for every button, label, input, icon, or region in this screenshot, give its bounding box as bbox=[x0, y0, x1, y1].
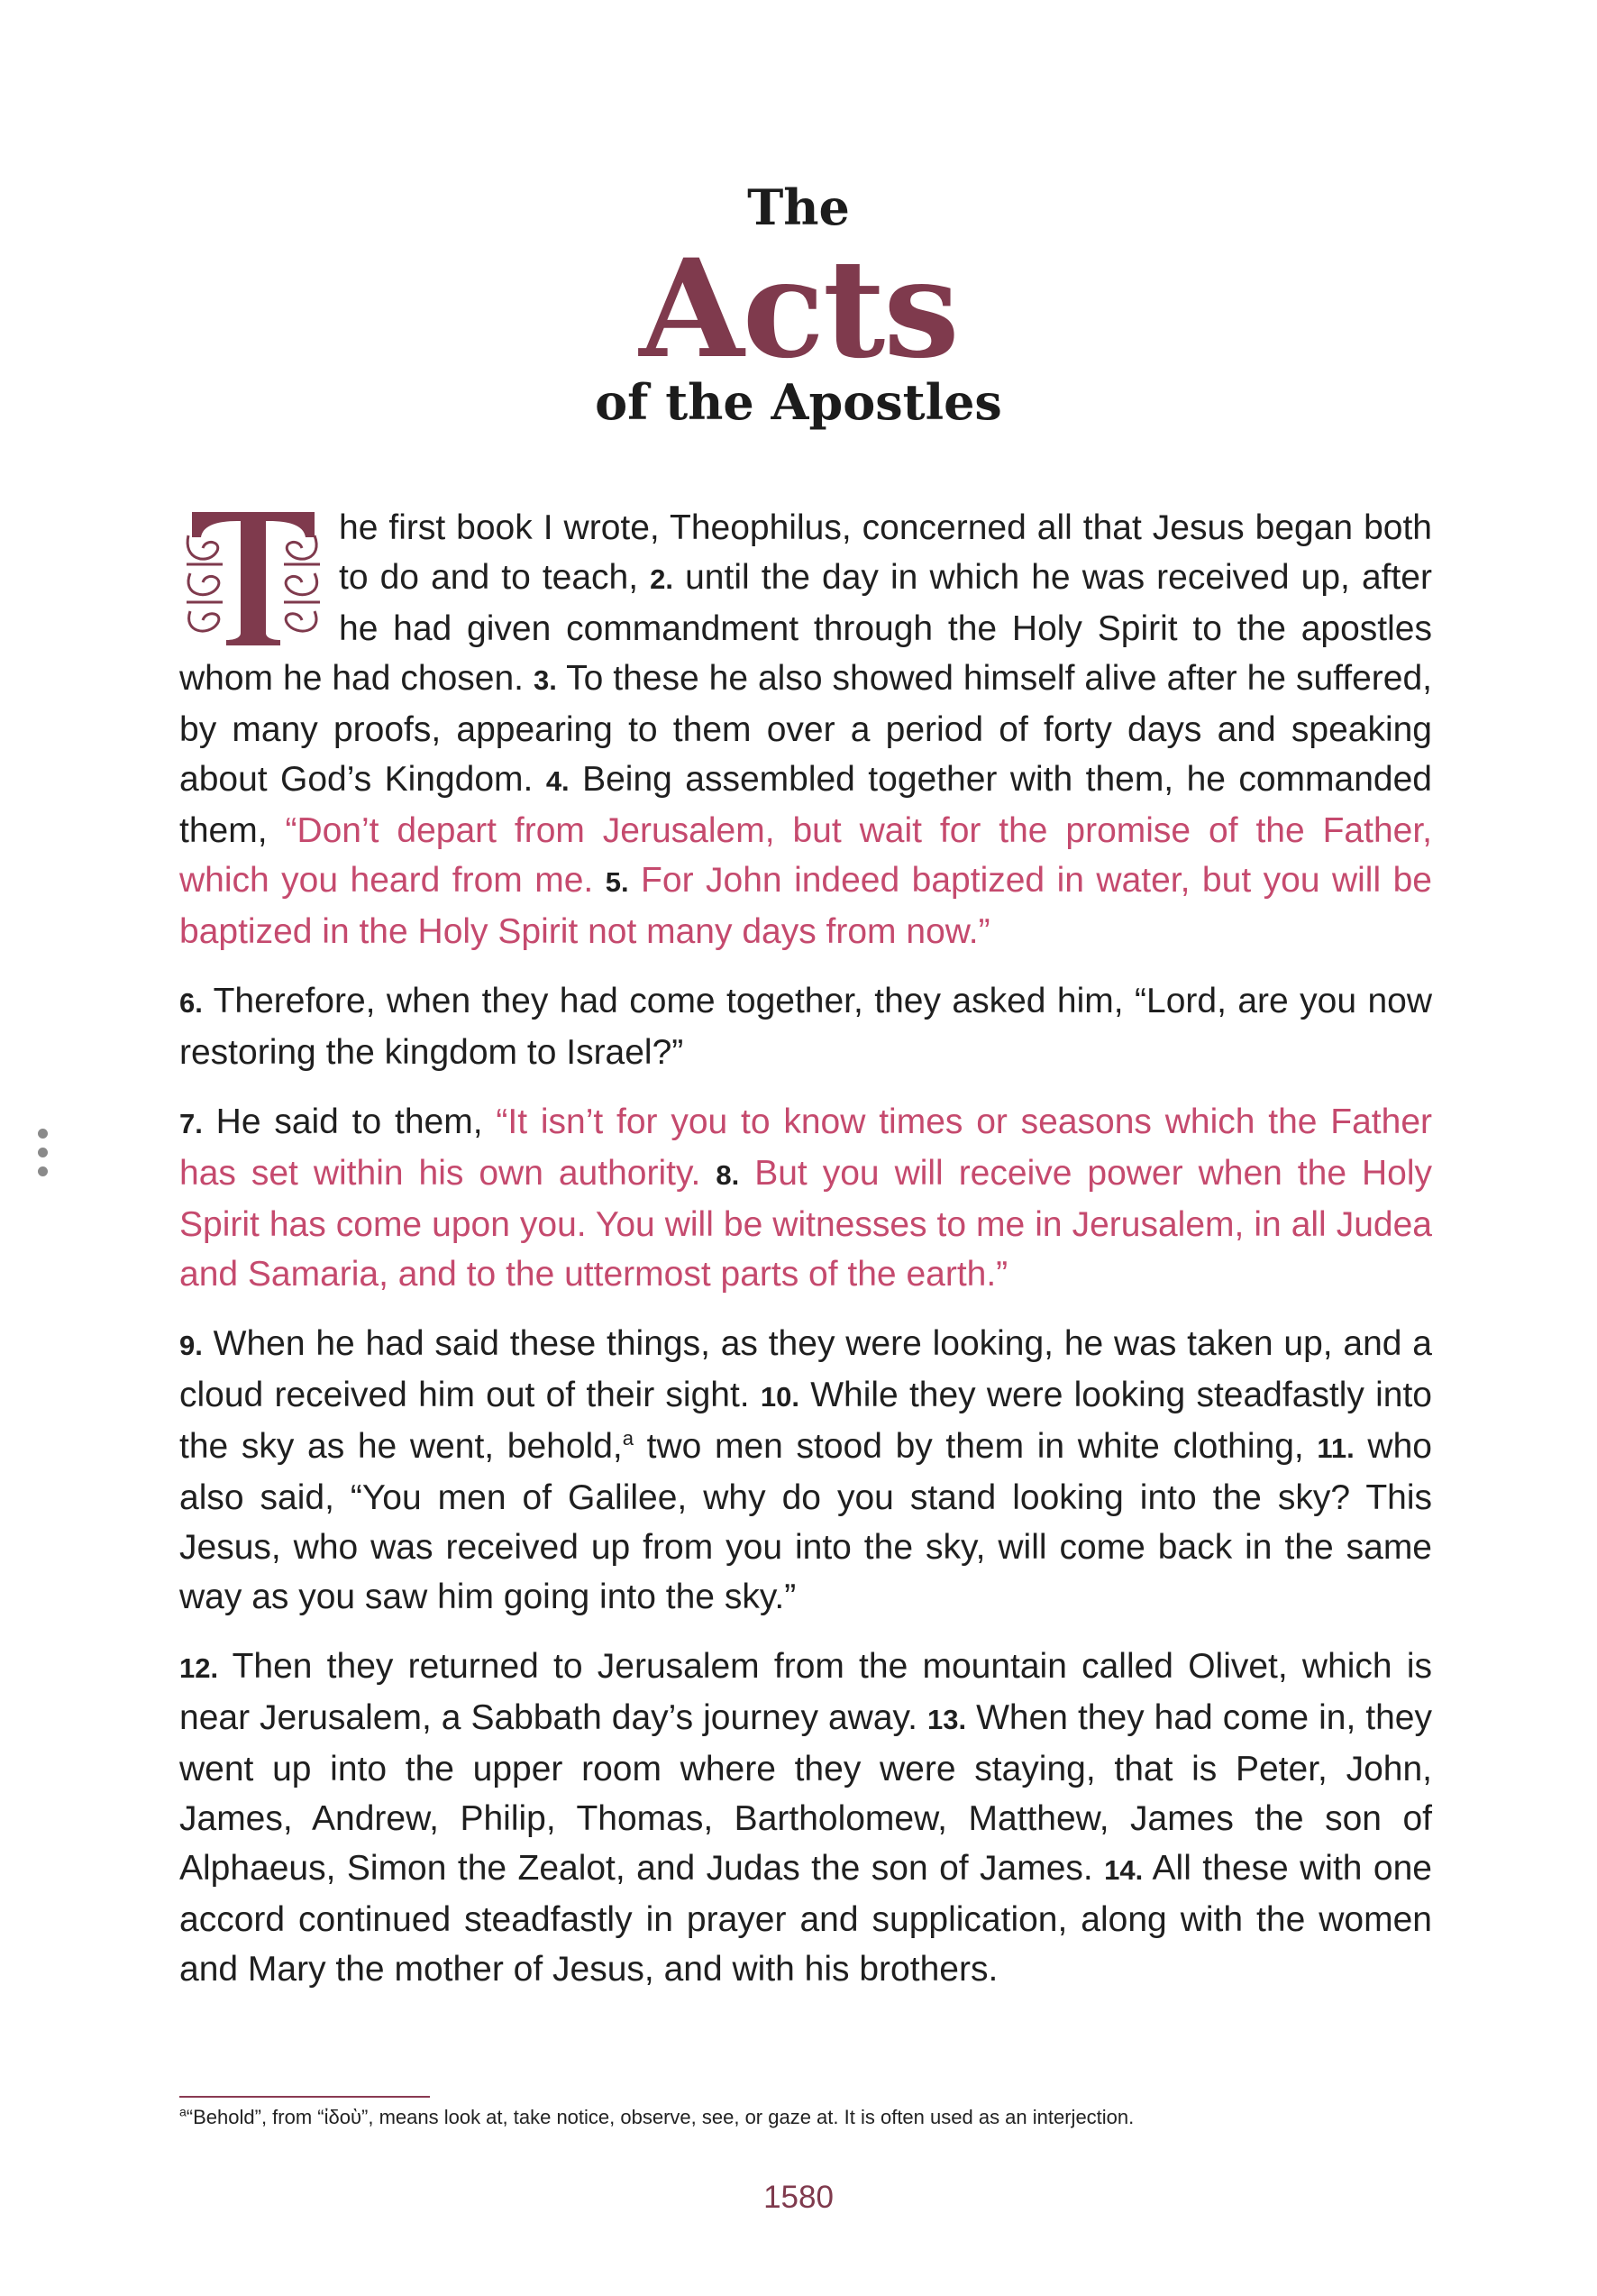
verse-number: 7. bbox=[179, 1108, 203, 1139]
verse-paragraph bbox=[179, 1097, 1432, 1299]
verse-text: All these with one accord continued steadfastly in prayer and supplication, along with the women and Mary the mother of Jesus, and with his brothers. bbox=[179, 1849, 1432, 1989]
verse-paragraph bbox=[179, 503, 1432, 956]
verse-text: When he had said these things, as they were looking, he was taken up, and a cloud received him out of their sight. bbox=[179, 1324, 1432, 1414]
footnote bbox=[179, 2104, 1432, 2131]
page-number: 1580 bbox=[763, 2180, 834, 2215]
verse-number: 5. bbox=[605, 866, 629, 898]
verse-number: 2. bbox=[650, 563, 674, 595]
verse-text: Then they returned to Jerusalem from the mountain called Olivet, which is near Jerusalem, a Sabbath day’s journey away. bbox=[179, 1647, 1432, 1737]
verse-text: two men stood by them in white clothing, bbox=[633, 1427, 1318, 1466]
title-acts: Acts bbox=[639, 230, 958, 389]
verse-number: 9. bbox=[179, 1330, 203, 1361]
verse-paragraph bbox=[179, 1642, 1432, 1994]
verse-text: Therefore, when they had come together, they asked him, “Lord, are you now restoring the kingdom to Israel?” bbox=[179, 982, 1432, 1072]
book-title bbox=[0, 178, 1597, 431]
title-the: The bbox=[747, 178, 850, 236]
verse-paragraph bbox=[179, 1319, 1432, 1622]
verse-number: 6. bbox=[179, 987, 203, 1019]
verse-text: he first book I wrote, Theophilus, concerned all that Jesus began both to do and to teach, bbox=[339, 508, 1432, 597]
footnote-marker: a bbox=[179, 2104, 187, 2119]
verse-number: 14. bbox=[1104, 1854, 1144, 1886]
footnote-divider bbox=[179, 2096, 430, 2098]
more-vertical-icon[interactable] bbox=[36, 1129, 50, 1185]
words-of-jesus: “Don’t depart from Jerusalem, but wait for the promise of the Father, which you heard from me. bbox=[179, 811, 1432, 900]
verse-text: Being assembled together with them, he commanded them, bbox=[179, 760, 1432, 850]
verse-number: 12. bbox=[179, 1652, 219, 1684]
words-of-jesus: For John indeed baptized in water, but you will be baptized in the Holy Spirit not many days from now.” bbox=[179, 861, 1432, 951]
verse-text: until the day in which he was received up, after he had given commandment through the Holy Spirit to the apostles whom he had chosen. bbox=[179, 558, 1432, 698]
title-subtitle: of the Apostles bbox=[595, 373, 1002, 431]
chapter-text bbox=[179, 503, 1432, 2014]
footnote-text: “Behold”, from “ἰδοὺ”, means look at, take notice, observe, see, or gaze at. It is often used as an interjection. bbox=[186, 2106, 1135, 2128]
verse-number: 13. bbox=[926, 1704, 967, 1735]
verse-number: 3. bbox=[533, 664, 557, 696]
menu-dot bbox=[38, 1129, 48, 1139]
verse-number: 8. bbox=[716, 1159, 740, 1191]
verse-text: To these he also showed himself alive after he suffered, by many proofs, appearing to them over a period of forty days and speaking about God’s Kingdom. bbox=[179, 659, 1432, 799]
dropcap-initial-icon bbox=[179, 510, 328, 645]
verse-text: When they had come in, they went up into the upper room where they were staying, that is Peter, John, James, Andrew, Philip, Thomas, Bartholomew, Matthew, James the son of Alphaeus, Simon the Zealot, and Judas the son of James. bbox=[179, 1698, 1432, 1888]
verse-number: 10. bbox=[760, 1381, 799, 1413]
verse-number: 11. bbox=[1317, 1432, 1355, 1464]
words-of-jesus: “It isn’t for you to know times or seasons which the Father has set within his own authority. bbox=[179, 1102, 1433, 1193]
verse-text: While they were looking steadfastly into the sky as he went, behold, bbox=[179, 1376, 1432, 1466]
verse-number: 4. bbox=[545, 765, 570, 797]
verse-paragraph bbox=[179, 976, 1432, 1077]
words-of-jesus: But you will receive power when the Holy Spirit has come upon you. You will be witnesses to me in Jerusalem, in all Judea and Samaria, and to the uttermost parts of the earth.” bbox=[179, 1154, 1432, 1294]
verse-text: He said to them, bbox=[202, 1102, 497, 1141]
menu-dot bbox=[38, 1148, 48, 1157]
verse-text: who also said, “You men of Galilee, why do you stand looking into the sky? This Jesus, who was received up from you into the sky, will come back in the same way as you saw him going into the sky.” bbox=[179, 1427, 1432, 1616]
footnote-reference[interactable]: a bbox=[622, 1427, 634, 1450]
menu-dot bbox=[38, 1166, 48, 1176]
